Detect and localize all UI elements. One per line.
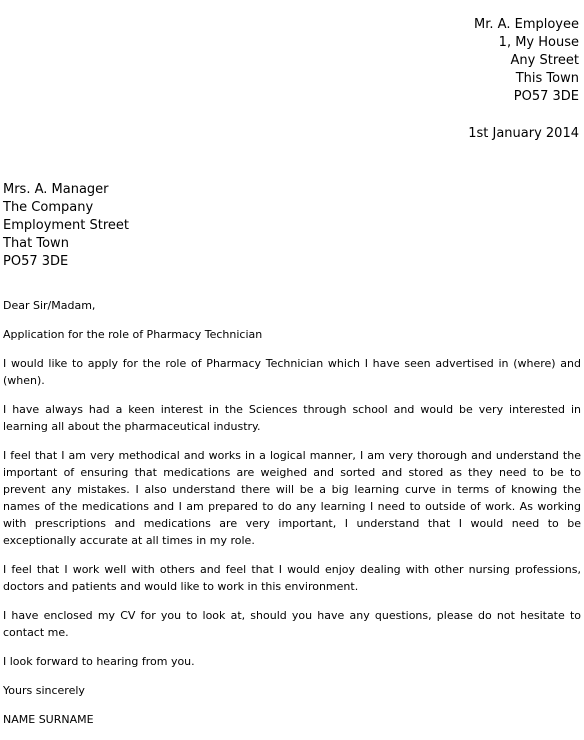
- sender-postcode: PO57 3DE: [513, 89, 579, 104]
- paragraph-teamwork: I feel that I work well with others and feel that I would enjoy dealing with other nursing professions, doctors and patients and would like to work in this environment.: [3, 563, 581, 593]
- paragraph-intro: I would like to apply for the role of Pharmacy Technician which I have seen advertised in (where) and (when).: [3, 357, 581, 387]
- sender-name: Mr. A. Employee: [474, 17, 579, 32]
- recipient-address-block: [3, 181, 129, 271]
- sender-address-line-1: 1, My House: [498, 35, 579, 50]
- paragraph-cv: I have enclosed my CV for you to look at, should you have any questions, please do not hesitate to contact me.: [3, 609, 581, 639]
- recipient-name: Mrs. A. Manager: [3, 182, 109, 197]
- salutation: Dear Sir/Madam,: [3, 299, 96, 312]
- sender-address-block: [474, 16, 579, 106]
- sender-address-line-2: Any Street: [510, 53, 579, 68]
- sender-town: This Town: [515, 71, 579, 86]
- subject-line: Application for the role of Pharmacy Technician: [3, 328, 263, 341]
- recipient-street: Employment Street: [3, 218, 130, 233]
- paragraph-interest: I have always had a keen interest in the Sciences through school and would be very interested in learning all about the pharmaceutical industry.: [3, 403, 581, 433]
- recipient-company: The Company: [3, 200, 94, 215]
- recipient-postcode: PO57 3DE: [3, 254, 69, 269]
- closing: Yours sincerely: [3, 684, 85, 697]
- signature-name: NAME SURNAME: [3, 713, 94, 726]
- paragraph-skills: I feel that I am very methodical and works in a logical manner, I am very thorough and understand the important of ensuring that medications are weighed and sorted and stored as they need to be to prevent any mistakes. I also understand there will be a big learning curve in terms of knowing the names of the medications and I am prepared to do any learning I need to outside of work. As working with prescriptions and medications are very important, I understand that I would need to be exceptionally accurate at all times in my role.: [3, 449, 581, 547]
- letter-date: 1st January 2014: [468, 126, 579, 141]
- letter-body: [3, 297, 581, 740]
- recipient-town: That Town: [3, 236, 69, 251]
- paragraph-closing-remark: I look forward to hearing from you.: [3, 655, 195, 668]
